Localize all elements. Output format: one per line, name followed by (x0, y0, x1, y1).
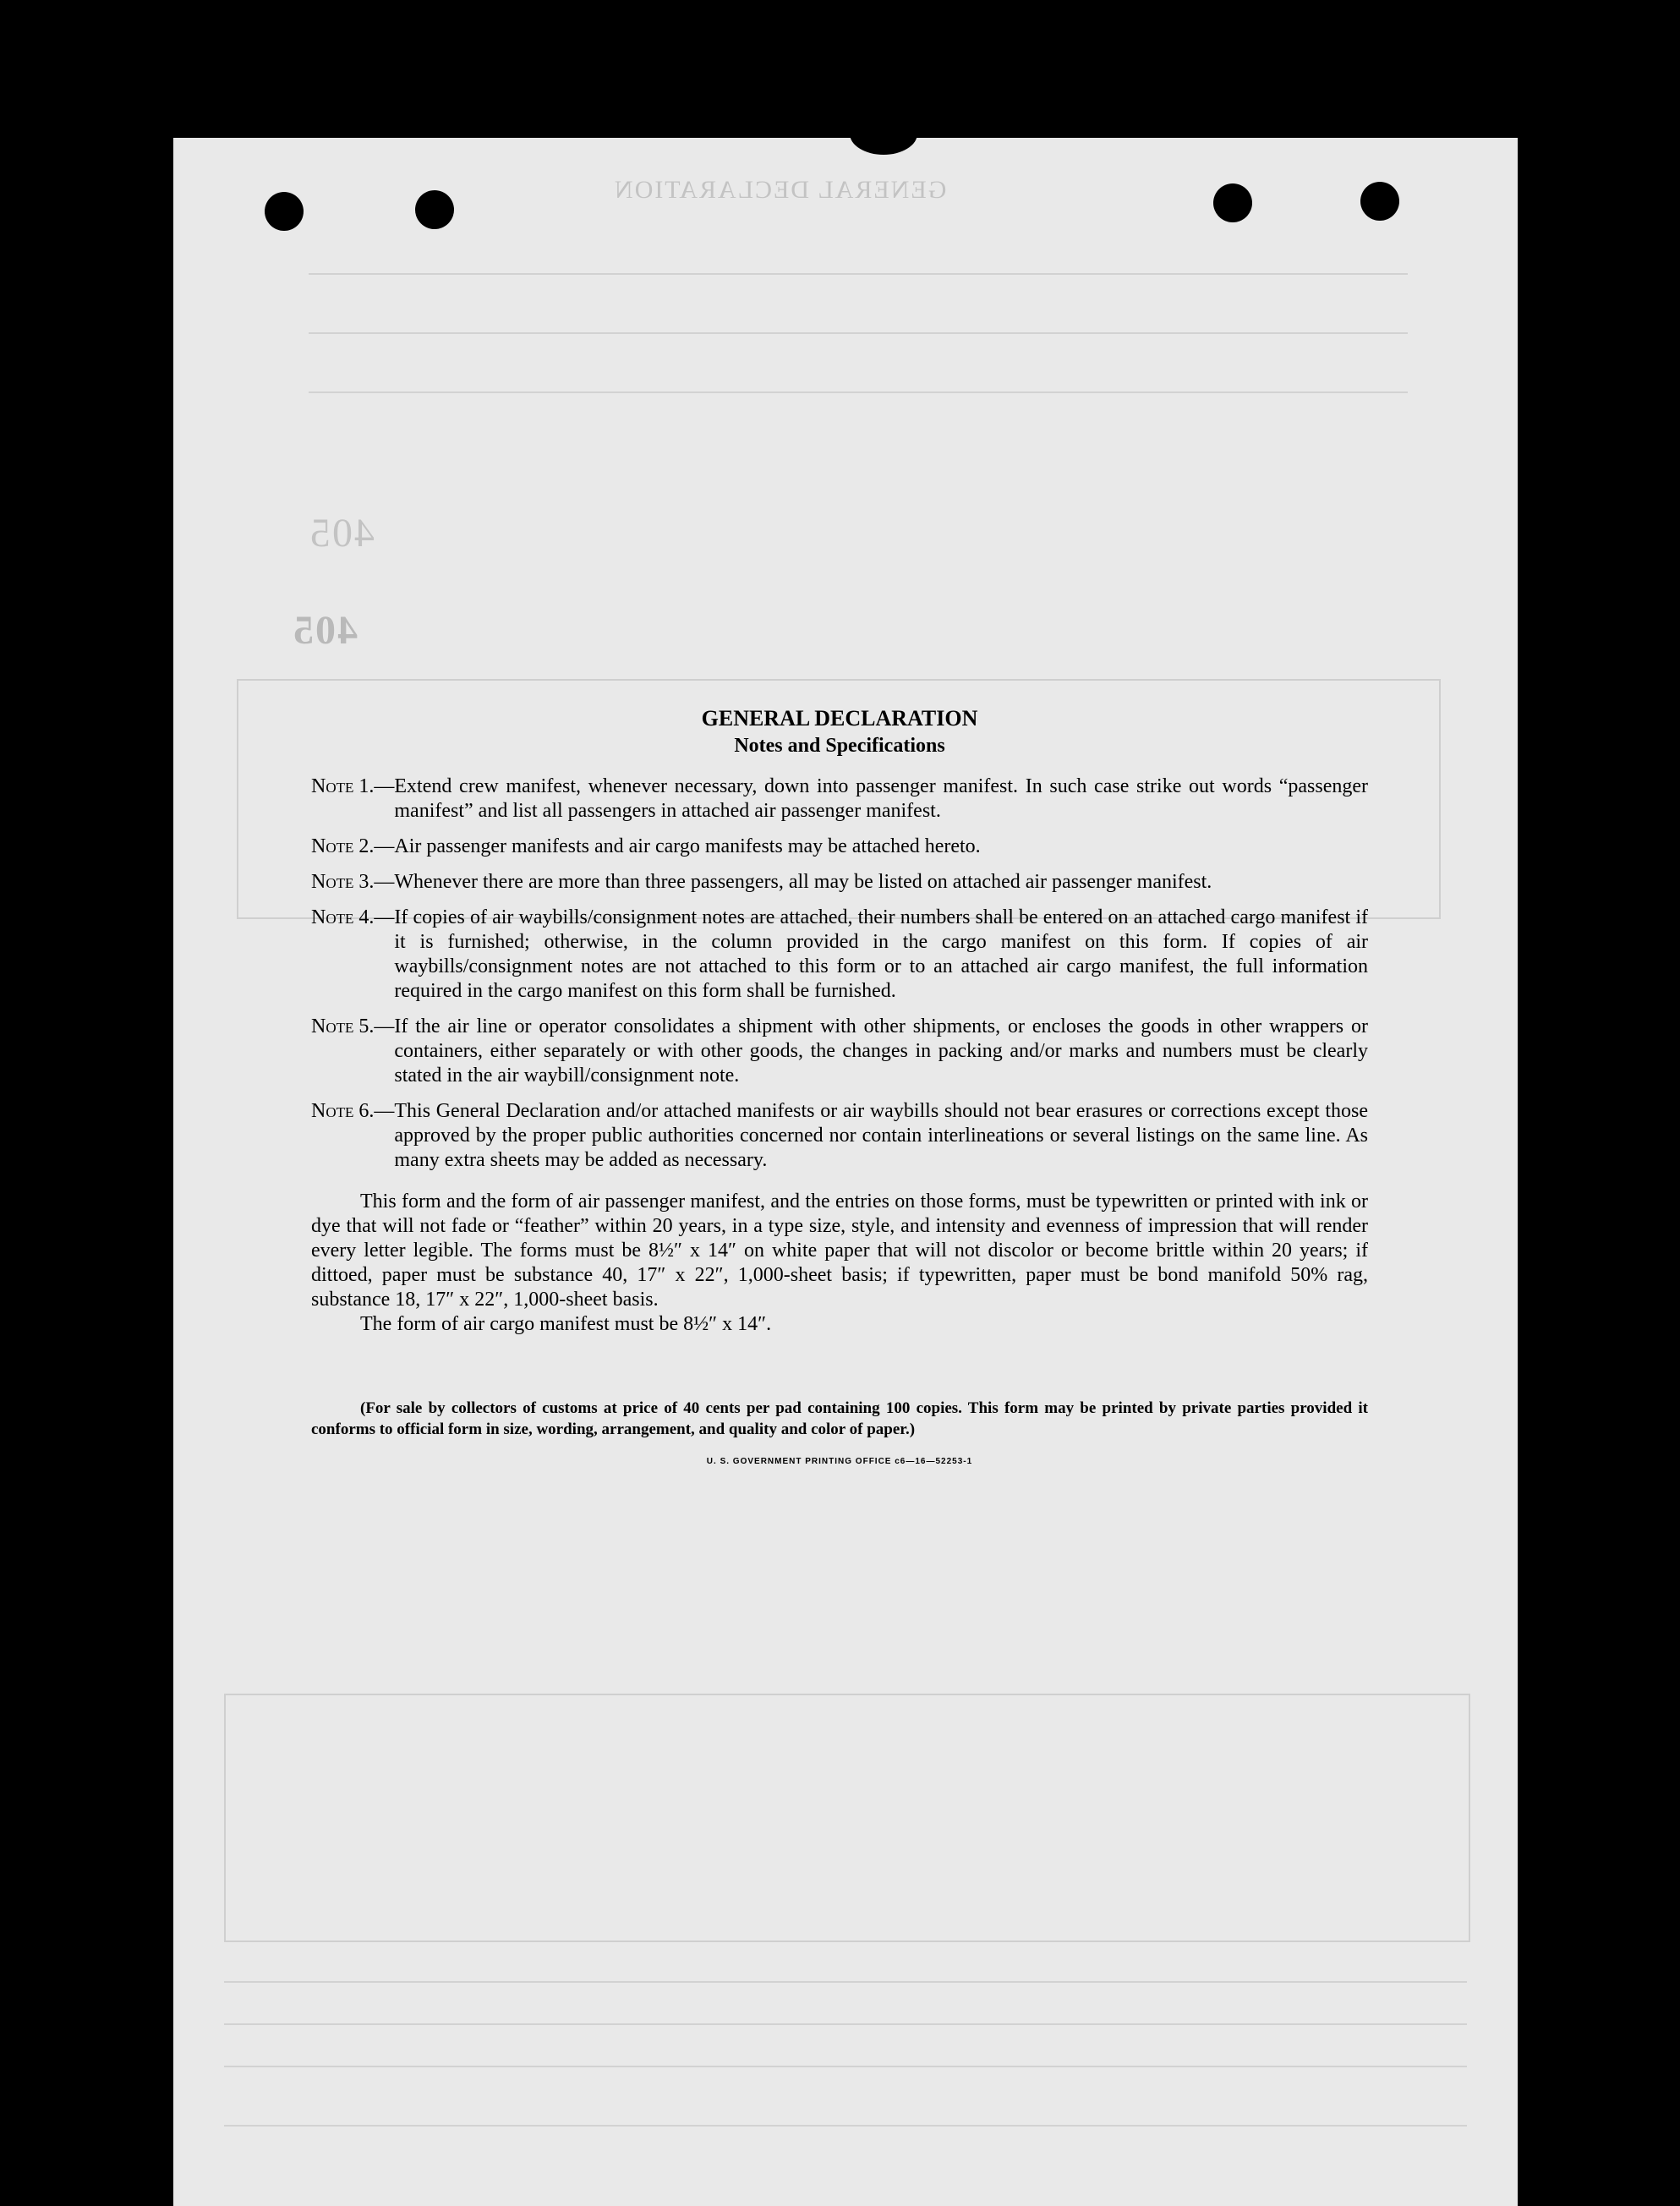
sale-note: (For sale by collectors of customs at price of 40 cents per pad containing 100 copies. This form may be printed by private parties provided it conforms to official form in size, wording, arrangement, and quality and color of paper.) (311, 1399, 1368, 1438)
bleed-through-line (309, 332, 1408, 334)
bleed-through-line (309, 391, 1408, 393)
note-6 (311, 1099, 1368, 1173)
note-label: Note 1.— (311, 775, 395, 797)
note-4 (311, 906, 1368, 1004)
cargo-manifest-size: The form of air cargo manifest must be 8½″ x 14″. (360, 1313, 772, 1335)
note-1 (311, 775, 1368, 824)
bleed-through-line (224, 2066, 1467, 2067)
note-text: If the air line or operator consolidates a shipment with other shipments, or encloses the goods in other wrappers or containers, either separately or with other goods, the changes in packing and/or marks and numbers must be clearly stated in the air waybill/consignment note. (394, 1015, 1368, 1087)
bleed-through-line (224, 2125, 1467, 2127)
note-label: Note 2.— (311, 835, 395, 857)
note-label: Note 5.— (311, 1015, 395, 1037)
bleed-through-table (224, 1694, 1470, 1942)
bleed-through-line (224, 2023, 1467, 2025)
bleed-through-title: GENERAL DECLARATION (613, 176, 947, 204)
note-label: Note 6.— (311, 1100, 395, 1122)
note-label: Note 4.— (311, 906, 395, 928)
document-body (311, 706, 1537, 1466)
paper-specifications: This form and the form of air passenger manifest, and the entries on those forms, must be typewritten or printed with ink or dye that will not fade or “feather” within 20 years, in a type size, style, and intensity and evenness of impression that will render every letter legible. The forms must be 8½″ x 14″ on white paper that will not discolor or become brittle within 20 years; if dittoed, paper must be substance 40, 17″ x 22″, 1,000-sheet basis; if typewritten, paper must be bond manifold 50% rag, substance 18, 17″ x 22″, 1,000-sheet basis. (311, 1191, 1368, 1311)
note-text: Air passenger manifests and air cargo manifests may be attached hereto. (394, 835, 981, 857)
printer-imprint: U. S. GOVERNMENT PRINTING OFFICE c6—16—52253-1 (706, 1457, 973, 1466)
punch-hole (265, 192, 304, 231)
bleed-through-line (309, 273, 1408, 275)
notes-list (311, 775, 1368, 1173)
bleed-through-number: 405 (292, 608, 358, 653)
page-subtitle: Notes and Specifications (734, 735, 945, 757)
note-5 (311, 1015, 1368, 1088)
punch-hole (1360, 182, 1399, 221)
note-3 (311, 870, 1368, 895)
punch-hole (1213, 183, 1252, 222)
torn-edge (850, 138, 917, 155)
note-2 (311, 835, 1368, 859)
note-text: Whenever there are more than three passengers, all may be listed on attached air passenger manifest. (394, 871, 1212, 893)
bleed-through-number: 405 (309, 511, 375, 556)
note-label: Note 3.— (311, 871, 395, 893)
note-text: If copies of air waybills/consignment notes are attached, their numbers shall be entered on an attached cargo manifest if it is furnished; otherwise, in the column provided in the cargo manifest on this form. If copies of air waybills/consignment notes are not attached to this form or to an attached air cargo manifest, the full information required in the cargo manifest on this form shall be furnished. (394, 906, 1368, 1002)
page-title: GENERAL DECLARATION (701, 706, 978, 731)
note-text: This General Declaration and/or attached manifests or air waybills should not bear erasures or corrections except those approved by the proper public authorities concerned nor contain interlineations or several listings on the same line. As many extra sheets may be added as necessary. (394, 1100, 1368, 1171)
note-text: Extend crew manifest, whenever necessary, down into passenger manifest. In such case strike out words “passenger manifest” and list all passengers in attached air passenger manifest. (394, 775, 1368, 822)
bleed-through-line (224, 1981, 1467, 1983)
punch-hole (415, 190, 454, 229)
